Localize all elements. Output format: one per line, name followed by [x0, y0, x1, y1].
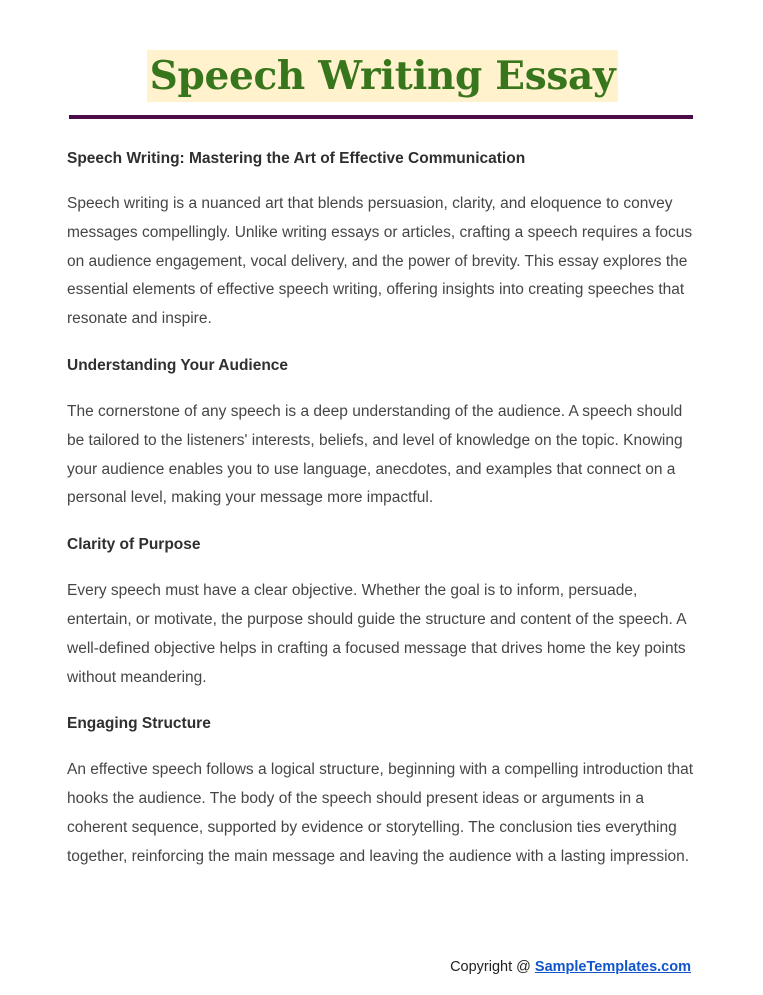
essay-body: [67, 148, 695, 872]
section-paragraph-intro: Speech writing is a nuanced art that blends persuasion, clarity, and eloquence to convey messages compellingly. Unlike writing essays or articles, crafting a speech requires a focus on audience engagement, vocal delivery, and the power of brevity. This essay explores the essential elements of effective speech writing, offering insights into creating speeches that resonate and inspire.: [67, 195, 693, 328]
section-heading-structure: Engaging Structure: [67, 715, 211, 733]
section-paragraph-structure: An effective speech follows a logical structure, beginning with a compelling introduction that hooks the audience. The body of the speech should present ideas or arguments in a coherent sequence, supported by evidence or storytelling. The conclusion ties everything together, reinforcing the main message and leaving the audience with a lasting impression.: [67, 761, 694, 865]
title-divider: [69, 115, 693, 119]
copyright-prefix: Copyright @: [450, 959, 535, 975]
section-heading-intro: Speech Writing: Mastering the Art of Effective Communication: [67, 150, 526, 167]
page-title: Speech Writing Essay: [147, 50, 619, 102]
sampletemplates-link[interactable]: SampleTemplates.com: [534, 959, 691, 975]
title-container: [0, 50, 763, 102]
section-heading-audience: Understanding Your Audience: [67, 356, 289, 374]
section-paragraph-audience: The cornerstone of any speech is a deep understanding of the audience. A speech should be tailored to the listeners' interests, beliefs, and level of knowledge on the topic. Knowing your audience enables you to use language, anecdotes, and examples that connect on a personal level, making your message more impactful.: [67, 402, 683, 507]
section-paragraph-purpose: Every speech must have a clear objective. Whether the goal is to inform, persuade, entertain, or motivate, the purpose should guide the structure and content of the speech. A well-defined objective helps in crafting a focused message that drives home the key points without meandering.: [67, 582, 686, 686]
copyright-footer: [450, 959, 691, 975]
section-heading-purpose: Clarity of Purpose: [67, 536, 201, 554]
